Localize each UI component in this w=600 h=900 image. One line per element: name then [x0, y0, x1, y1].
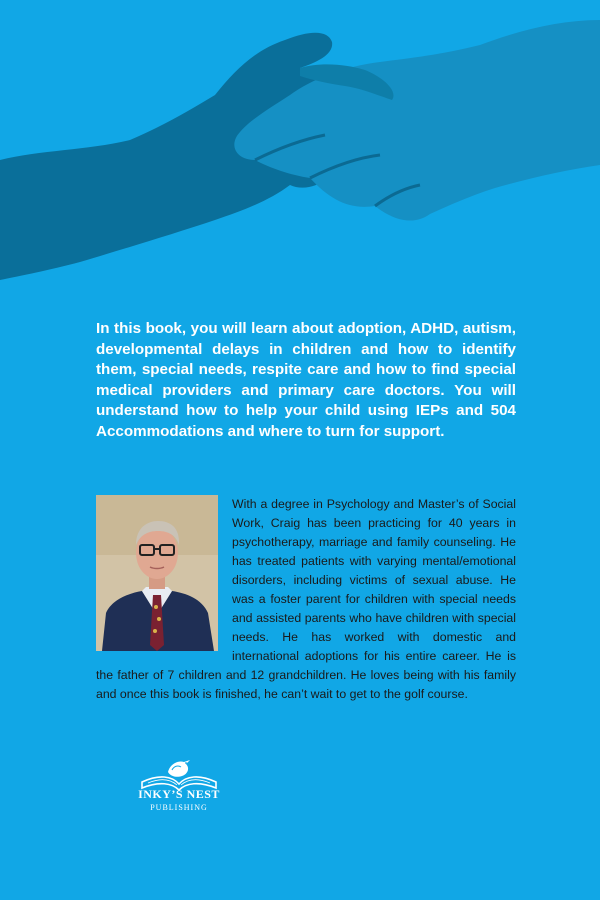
author-portrait	[96, 495, 218, 651]
author-bio: With a degree in Psychology and Master’s of Social Work, Craig has been practicing for 40 years in psychotherapy, marriage and family counseling. He has treated patients with varying mental/emotional disorders, including victims of sexual abuse. He was a foster parent for children with special needs and assisted parents who have children with special needs. He has worked with domestic and international adoptions for his entire career. He is the father of 7 children and 12 grandchildren. He loves being with his family and once this book is finished, he can’t wait to get to the golf course.	[96, 497, 516, 701]
publisher-name: INKY’S NEST	[138, 787, 220, 801]
publisher-tagline: PUBLISHING	[150, 803, 208, 812]
publisher-logo	[134, 752, 224, 814]
handshake-illustration	[0, 0, 600, 280]
author-photo-graphic	[96, 495, 218, 651]
author-bio-section	[96, 495, 516, 704]
book-blurb: In this book, you will learn about adoption, ADHD, autism, developmental delays in children and how to identify them, special needs, respite care and how to find special medical providers and primary care doctors. You will understand how to help your child using IEPs and 504 Accommodations and where to turn for support.	[96, 320, 516, 440]
inkys-nest-logo	[134, 752, 224, 792]
